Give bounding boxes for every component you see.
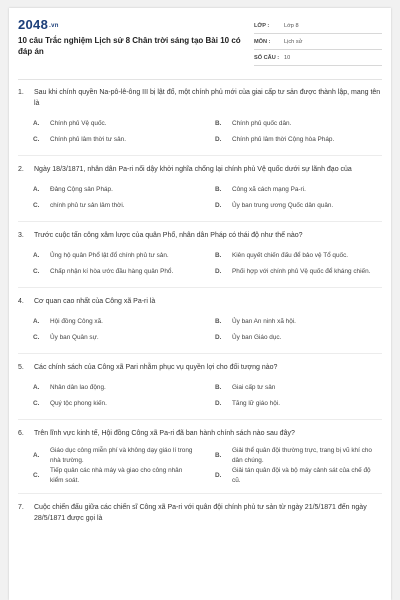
answer-option[interactable] — [18, 314, 200, 330]
answer-option[interactable] — [18, 466, 200, 486]
answer-option[interactable] — [200, 264, 382, 280]
question-3 — [9, 230, 391, 280]
option-text: Công xã cách mạng Pa-ri. — [232, 186, 306, 193]
question-stem — [18, 87, 382, 109]
answer-option[interactable] — [18, 248, 200, 264]
answer-option[interactable] — [200, 116, 382, 132]
answer-option[interactable] — [200, 248, 382, 264]
option-letter: C. — [33, 268, 40, 275]
option-text: Hội đồng Công xã. — [50, 318, 103, 325]
question-5 — [9, 362, 391, 412]
question-divider — [18, 155, 382, 156]
answer-options — [18, 314, 382, 346]
question-7 — [9, 502, 391, 524]
option-letter: D. — [215, 268, 222, 275]
question-text: Các chính sách của Công xã Pari nhằm phục vụ quyền lợi cho đối tượng nào? — [34, 364, 278, 371]
option-text: Ủy ban Quân sự. — [50, 334, 99, 341]
option-letter: C. — [33, 334, 40, 341]
option-text: Ủng hộ quân Phổ lật đổ chính phủ tư sản. — [50, 252, 169, 259]
question-text: Trước cuộc tấn công xâm lược của quân Phổ, nhân dân Pháp có thái độ như thế nào? — [34, 232, 303, 239]
answer-option[interactable] — [200, 314, 382, 330]
question-number: 3. — [18, 232, 24, 239]
option-text: chính phủ tư sản lâm thời. — [50, 202, 125, 209]
option-text: Giải tán quân đội và bộ máy cảnh sát của chế độ cũ. — [232, 467, 371, 484]
question-stem — [18, 428, 382, 439]
answer-option[interactable] — [200, 330, 382, 346]
question-number: 2. — [18, 166, 24, 173]
option-letter: B. — [215, 252, 222, 259]
answer-options — [18, 182, 382, 214]
option-letter: A. — [33, 318, 40, 325]
question-divider — [18, 287, 382, 288]
question-number: 4. — [18, 298, 24, 305]
question-6 — [9, 428, 391, 486]
question-divider — [18, 419, 382, 420]
answer-option[interactable] — [200, 380, 382, 396]
question-4 — [9, 296, 391, 346]
answer-options — [18, 116, 382, 148]
option-text: Kiên quyết chiến đấu để bảo vệ Tổ quốc. — [232, 252, 349, 259]
option-letter: D. — [215, 400, 222, 407]
question-2 — [9, 164, 391, 214]
question-number: 5. — [18, 364, 24, 371]
answer-options — [18, 446, 382, 486]
option-letter: A. — [33, 120, 40, 127]
document-title: 10 câu Trắc nghiệm Lịch sử 8 Chân trời sáng tạo Bài 10 có đáp án — [18, 36, 241, 56]
answer-option[interactable] — [18, 396, 200, 412]
option-letter: B. — [215, 318, 222, 325]
option-text: Tiếp quản các nhà máy và giao cho công nhân kiểm soát. — [50, 467, 183, 484]
header-divider — [18, 79, 382, 80]
document-header — [9, 8, 391, 74]
option-letter: A. — [33, 252, 40, 259]
option-text: Quý tộc phong kiến. — [50, 400, 107, 407]
question-stem — [18, 230, 382, 241]
meta-row-class: LỚP : Lớp 8 — [254, 18, 382, 34]
question-stem — [18, 502, 382, 524]
option-letter: C. — [33, 136, 40, 143]
option-letter: A. — [33, 384, 40, 391]
answer-option[interactable] — [200, 466, 382, 486]
answer-option[interactable] — [18, 132, 200, 148]
answer-option[interactable] — [200, 396, 382, 412]
option-letter: D. — [215, 202, 222, 209]
question-divider — [18, 221, 382, 222]
option-letter: B. — [215, 186, 222, 193]
question-divider — [18, 353, 382, 354]
option-text: Ủy ban An ninh xã hội. — [232, 318, 296, 325]
option-text: Chính phủ quốc dân. — [232, 120, 292, 127]
option-text: Giải thể quân đội thường trực, trang bị vũ khí cho dân chúng. — [232, 447, 372, 464]
option-letter: A. — [33, 186, 40, 193]
meta-row-count: SỐ CÂU : 10 — [254, 50, 382, 66]
question-text: Cơ quan cao nhất của Công xã Pa-ri là — [34, 298, 156, 305]
answer-option[interactable] — [200, 182, 382, 198]
meta-table — [254, 18, 382, 66]
answer-options — [18, 380, 382, 412]
document-page — [9, 8, 391, 600]
answer-option[interactable] — [18, 380, 200, 396]
answer-option[interactable] — [18, 182, 200, 198]
option-text: Tăng lữ giáo hội. — [232, 400, 280, 407]
answer-options — [18, 248, 382, 280]
question-text: Cuộc chiến đấu giữa các chiến sĩ Công xã Pa-ri với quân đội chính phủ tư sản từ ngày 21/5/1871 đến ngày 28/5/1871 được gọi là — [34, 504, 367, 522]
option-text: Chính phủ lâm thời tư sản. — [50, 136, 126, 143]
answer-option[interactable] — [200, 446, 382, 466]
question-stem — [18, 362, 382, 373]
option-text: Phối hợp với chính phủ Vệ quốc để kháng chiến. — [232, 268, 371, 275]
question-stem — [18, 296, 382, 307]
option-letter: B. — [215, 120, 222, 127]
option-letter: D. — [215, 334, 222, 341]
question-text: Trên lĩnh vực kinh tế, Hội đồng Công xã Pa-ri đã ban hành chính sách nào sau đây? — [34, 430, 295, 437]
answer-option[interactable] — [18, 264, 200, 280]
option-text: Chính phủ Vệ quốc. — [50, 120, 107, 127]
option-text: Ủy ban trung ương Quốc dân quân. — [232, 202, 334, 209]
option-text: Giai cấp tư sản — [232, 384, 276, 391]
option-letter: A. — [33, 452, 40, 459]
question-number: 1. — [18, 89, 24, 96]
question-text: Ngày 18/3/1871, nhân dân Pa-ri nổi dậy khởi nghĩa chống lại chính phủ Vệ quốc dưới sự lãnh đạo của — [34, 166, 352, 173]
option-letter: B. — [215, 384, 222, 391]
option-letter: B. — [215, 452, 222, 459]
question-stem — [18, 164, 382, 175]
answer-option[interactable] — [18, 330, 200, 346]
answer-option[interactable] — [18, 116, 200, 132]
question-text: Sau khi chính quyền Na-pô-lê-ông III bị lật đổ, một chính phủ mới của giai cấp tư sản được thành lập, mang tên là — [34, 89, 381, 107]
answer-option[interactable] — [200, 198, 382, 214]
option-text: Ủy ban Giáo dục. — [232, 334, 282, 341]
option-letter: D. — [215, 472, 222, 479]
question-number: 7. — [18, 504, 24, 511]
question-1 — [9, 87, 391, 148]
option-letter: D. — [215, 136, 222, 143]
answer-option[interactable] — [200, 132, 382, 148]
meta-row-subject: MÔN : Lịch sử — [254, 34, 382, 50]
option-letter: C. — [33, 400, 40, 407]
option-text: Giáo dục công miễn phí và không dạy giáo lí trong nhà trường. — [50, 447, 193, 464]
option-text: Nhân dân lao động. — [50, 384, 106, 391]
answer-option[interactable] — [18, 446, 200, 466]
option-text: Chính phủ lâm thời Cộng hòa Pháp. — [232, 136, 335, 143]
option-text: Chấp nhận kí hòa ước đầu hàng quân Phổ. — [50, 268, 174, 275]
question-divider — [18, 493, 382, 494]
question-number: 6. — [18, 430, 24, 437]
question-list — [9, 87, 391, 524]
option-letter: C. — [33, 472, 40, 479]
site-logo[interactable]: 2048.vn — [18, 17, 59, 32]
option-letter: C. — [33, 202, 40, 209]
option-text: Đảng Cộng sản Pháp. — [50, 186, 113, 193]
answer-option[interactable] — [18, 198, 200, 214]
